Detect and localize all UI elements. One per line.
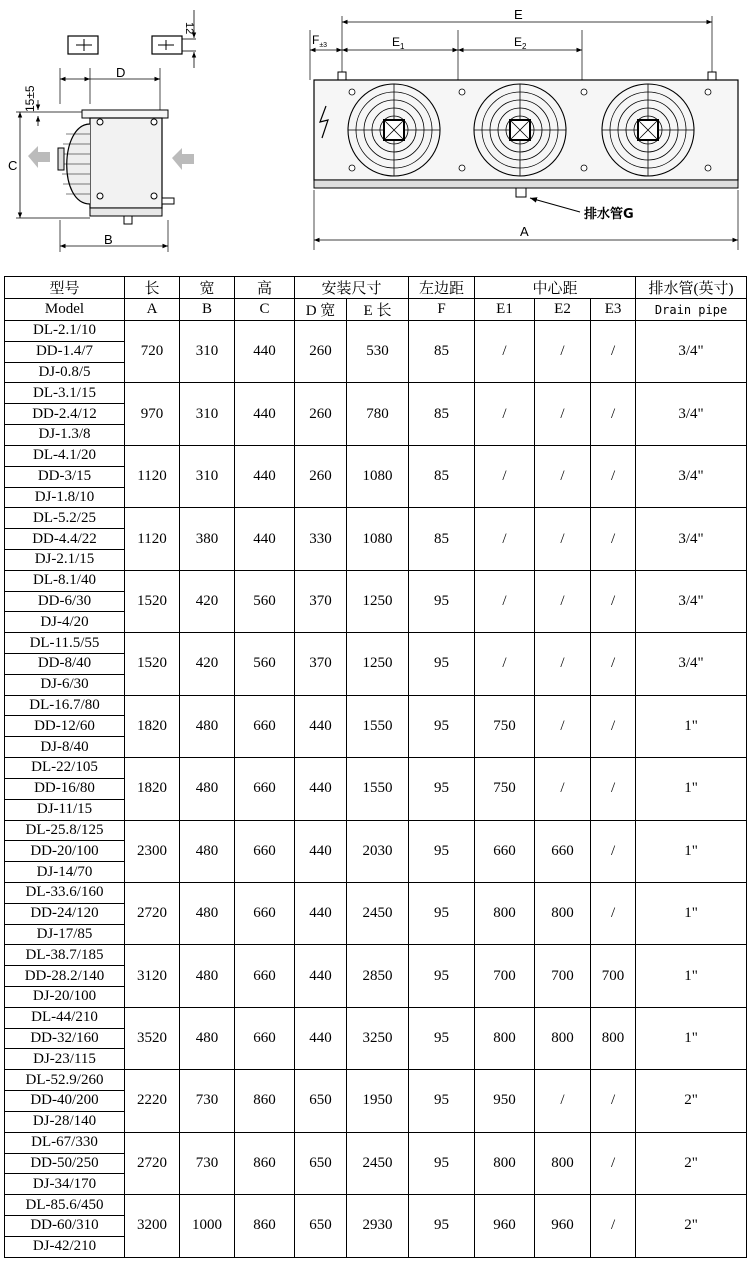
center-e2-cell: / (535, 445, 591, 507)
table-row (5, 1070, 747, 1091)
width-b-cell: 1000 (180, 1195, 235, 1257)
fan-icon (474, 84, 566, 176)
height-c-cell: 860 (235, 1132, 295, 1194)
length-a-cell: 1820 (125, 758, 180, 820)
install-d-cell: 650 (295, 1132, 347, 1194)
center-e3-cell: / (591, 321, 636, 383)
center-e3-cell: / (591, 633, 636, 695)
drain-pipe-cell: 2" (636, 1195, 747, 1257)
model-cell: DL-85.6/450 (5, 1195, 125, 1216)
length-a-cell: 720 (125, 321, 180, 383)
center-e1-cell: 660 (475, 820, 535, 882)
model-cell: DD-40/200 (5, 1091, 125, 1112)
center-e2-cell: / (535, 695, 591, 757)
drain-pipe-cell: 3/4" (636, 445, 747, 507)
length-a-cell: 1120 (125, 445, 180, 507)
offset-label: 15±5 (23, 85, 37, 112)
center-e3-cell: / (591, 820, 636, 882)
length-a-cell: 2300 (125, 820, 180, 882)
model-cell: DD-6/30 (5, 591, 125, 612)
drain-pipe-label: 排水管G (584, 207, 634, 222)
center-e2-cell: 800 (535, 882, 591, 944)
spec-table (4, 276, 747, 1258)
height-c-cell: 660 (235, 1007, 295, 1069)
center-e1-cell: / (475, 445, 535, 507)
center-e3-cell: / (591, 508, 636, 570)
height-c-cell: 440 (235, 383, 295, 445)
table-row (5, 508, 747, 529)
drain-pipe-cell: 3/4" (636, 383, 747, 445)
width-b-cell: 420 (180, 570, 235, 632)
left-f-cell: 95 (409, 758, 475, 820)
install-e-cell: 1080 (347, 445, 409, 507)
left-f-cell: 95 (409, 1195, 475, 1257)
install-d-cell: 370 (295, 633, 347, 695)
install-d-cell: 260 (295, 383, 347, 445)
model-cell: DL-44/210 (5, 1007, 125, 1028)
center-e1-cell: 800 (475, 1007, 535, 1069)
model-cell: DL-4.1/20 (5, 445, 125, 466)
height-c-cell: 560 (235, 633, 295, 695)
header-row (5, 299, 747, 321)
airflow-arrow-icon (172, 148, 194, 170)
model-cell: DD-60/310 (5, 1215, 125, 1236)
drain-pipe-cell: 1" (636, 758, 747, 820)
header-height-cn: 高 (235, 277, 295, 299)
center-e1-cell: / (475, 383, 535, 445)
header-model: Model (5, 299, 125, 321)
install-d-cell: 440 (295, 882, 347, 944)
install-e-cell: 1550 (347, 758, 409, 820)
table-row (5, 570, 747, 591)
center-e1-cell: 750 (475, 758, 535, 820)
c-dimension-label: C (8, 158, 18, 173)
model-cell: DD-4.4/22 (5, 529, 125, 550)
model-cell: DJ-4/20 (5, 612, 125, 633)
table-row (5, 695, 747, 716)
model-cell: DJ-0.8/5 (5, 362, 125, 383)
model-cell: DJ-14/70 (5, 862, 125, 883)
model-cell: DD-16/80 (5, 778, 125, 799)
model-cell: DJ-2.1/15 (5, 549, 125, 570)
table-row (5, 321, 747, 342)
left-f-cell: 85 (409, 321, 475, 383)
left-f-cell: 85 (409, 445, 475, 507)
center-e3-cell: / (591, 1195, 636, 1257)
height-c-cell: 860 (235, 1070, 295, 1132)
width-b-cell: 730 (180, 1070, 235, 1132)
model-cell: DL-25.8/125 (5, 820, 125, 841)
model-cell: DL-3.1/15 (5, 383, 125, 404)
center-e2-cell: 700 (535, 945, 591, 1007)
length-a-cell: 2220 (125, 1070, 180, 1132)
model-cell: DJ-8/40 (5, 737, 125, 758)
center-e1-cell: / (475, 508, 535, 570)
left-f-cell: 95 (409, 633, 475, 695)
length-a-cell: 1120 (125, 508, 180, 570)
drain-pipe-cell: 1" (636, 1007, 747, 1069)
length-a-cell: 2720 (125, 1132, 180, 1194)
center-e3-cell: / (591, 1132, 636, 1194)
table-row (5, 882, 747, 903)
model-cell: DD-50/250 (5, 1153, 125, 1174)
height-c-cell: 660 (235, 695, 295, 757)
install-e-cell: 1250 (347, 633, 409, 695)
left-f-cell: 95 (409, 945, 475, 1007)
center-e2-cell: / (535, 508, 591, 570)
model-cell: DJ-23/115 (5, 1049, 125, 1070)
header-e1: E1 (475, 299, 535, 321)
e-dimension-label: E (514, 7, 523, 22)
model-cell: DD-3/15 (5, 466, 125, 487)
model-cell: DJ-28/140 (5, 1111, 125, 1132)
mount-bracket-icon (152, 10, 196, 68)
model-cell: DL-11.5/55 (5, 633, 125, 654)
table-row (5, 945, 747, 966)
width-b-cell: 310 (180, 445, 235, 507)
table-row (5, 1007, 747, 1028)
header-row (5, 277, 747, 299)
length-a-cell: 3120 (125, 945, 180, 1007)
model-cell: DJ-17/85 (5, 924, 125, 945)
center-e1-cell: 800 (475, 882, 535, 944)
left-f-cell: 95 (409, 1132, 475, 1194)
install-d-cell: 650 (295, 1195, 347, 1257)
model-cell: DD-28.2/140 (5, 966, 125, 987)
drain-pipe-cell: 3/4" (636, 570, 747, 632)
install-d-cell: 440 (295, 945, 347, 1007)
height-c-cell: 560 (235, 570, 295, 632)
center-e1-cell: 800 (475, 1132, 535, 1194)
install-e-cell: 1080 (347, 508, 409, 570)
length-a-cell: 3520 (125, 1007, 180, 1069)
model-cell: DD-20/100 (5, 841, 125, 862)
height-c-cell: 440 (235, 321, 295, 383)
drain-pipe-cell: 1" (636, 945, 747, 1007)
e2-dimension-label: $E_2$ (514, 35, 527, 51)
center-e3-cell: / (591, 695, 636, 757)
length-a-cell: 3200 (125, 1195, 180, 1257)
drain-pipe-cell: 2" (636, 1132, 747, 1194)
center-e3-cell: / (591, 1070, 636, 1132)
left-f-cell: 95 (409, 882, 475, 944)
height-c-cell: 660 (235, 820, 295, 882)
model-cell: DD-1.4/7 (5, 341, 125, 362)
center-e3-cell: 800 (591, 1007, 636, 1069)
center-e2-cell: 800 (535, 1132, 591, 1194)
table-row (5, 633, 747, 654)
model-cell: DD-12/60 (5, 716, 125, 737)
spec-table-body (5, 321, 747, 1258)
height-c-cell: 860 (235, 1195, 295, 1257)
e1-dimension-label: $E_1$ (392, 35, 405, 51)
width-b-cell: 420 (180, 633, 235, 695)
install-e-cell: 2930 (347, 1195, 409, 1257)
left-f-cell: 95 (409, 1007, 475, 1069)
fan-icon (602, 84, 694, 176)
drain-pipe-cell: 3/4" (636, 321, 747, 383)
model-cell: DL-2.1/10 (5, 321, 125, 342)
length-a-cell: 2720 (125, 882, 180, 944)
center-e2-cell: / (535, 570, 591, 632)
height-c-cell: 660 (235, 945, 295, 1007)
install-e-cell: 530 (347, 321, 409, 383)
install-d-cell: 440 (295, 820, 347, 882)
length-a-cell: 970 (125, 383, 180, 445)
height-c-cell: 440 (235, 508, 295, 570)
center-e2-cell: / (535, 633, 591, 695)
install-d-cell: 650 (295, 1070, 347, 1132)
center-e3-cell: / (591, 445, 636, 507)
b-dimension-label: B (104, 232, 113, 247)
center-e1-cell: 700 (475, 945, 535, 1007)
center-e1-cell: 960 (475, 1195, 535, 1257)
install-e-cell: 1250 (347, 570, 409, 632)
header-e3: E3 (591, 299, 636, 321)
center-e1-cell: 750 (475, 695, 535, 757)
width-b-cell: 480 (180, 758, 235, 820)
left-f-cell: 95 (409, 1070, 475, 1132)
model-cell: DL-67/330 (5, 1132, 125, 1153)
drain-pipe-cell: 1" (636, 820, 747, 882)
table-row (5, 1132, 747, 1153)
length-a-cell: 1520 (125, 570, 180, 632)
install-e-cell: 1950 (347, 1070, 409, 1132)
drain-pipe-cell: 2" (636, 1070, 747, 1132)
side-view (8, 10, 196, 252)
header-center-distance-cn: 中心距 (475, 277, 636, 299)
f-dimension-label: $F_{\pm 3}$ (312, 33, 328, 49)
model-cell: DD-2.4/12 (5, 404, 125, 425)
left-f-cell: 95 (409, 820, 475, 882)
table-row (5, 1195, 747, 1216)
center-e3-cell: 700 (591, 945, 636, 1007)
model-cell: DL-16.7/80 (5, 695, 125, 716)
technical-drawing (0, 0, 750, 262)
model-cell: DD-8/40 (5, 654, 125, 675)
install-e-cell: 2030 (347, 820, 409, 882)
header-c: C (235, 299, 295, 321)
height-c-cell: 440 (235, 445, 295, 507)
fan-icon (348, 84, 440, 176)
height-c-cell: 660 (235, 882, 295, 944)
center-e2-cell: 960 (535, 1195, 591, 1257)
width-b-cell: 480 (180, 820, 235, 882)
install-e-cell: 2450 (347, 1132, 409, 1194)
center-e3-cell: / (591, 758, 636, 820)
header-drain-cn: 排水管(英寸) (636, 277, 747, 299)
front-view (310, 7, 738, 250)
width-b-cell: 480 (180, 882, 235, 944)
install-d-cell: 260 (295, 321, 347, 383)
width-b-cell: 480 (180, 695, 235, 757)
width-b-cell: 480 (180, 945, 235, 1007)
install-e-cell: 1550 (347, 695, 409, 757)
width-b-cell: 480 (180, 1007, 235, 1069)
center-e2-cell: / (535, 1070, 591, 1132)
install-d-cell: 440 (295, 758, 347, 820)
center-e3-cell: / (591, 383, 636, 445)
drain-pipe-cell: 1" (636, 695, 747, 757)
model-cell: DL-8.1/40 (5, 570, 125, 591)
install-e-cell: 3250 (347, 1007, 409, 1069)
header-drain: Drain pipe (636, 299, 747, 321)
center-e3-cell: / (591, 570, 636, 632)
install-d-cell: 330 (295, 508, 347, 570)
model-cell: DD-24/120 (5, 903, 125, 924)
header-e2: E2 (535, 299, 591, 321)
header-e: E 长 (347, 299, 409, 321)
width-b-cell: 730 (180, 1132, 235, 1194)
header-b: B (180, 299, 235, 321)
center-e1-cell: 950 (475, 1070, 535, 1132)
left-f-cell: 85 (409, 383, 475, 445)
center-e3-cell: / (591, 882, 636, 944)
header-d: D 宽 (295, 299, 347, 321)
header-install-size-cn: 安装尺寸 (295, 277, 409, 299)
airflow-arrow-icon (28, 146, 50, 168)
center-e2-cell: 660 (535, 820, 591, 882)
table-row (5, 820, 747, 841)
length-a-cell: 1820 (125, 695, 180, 757)
install-d-cell: 260 (295, 445, 347, 507)
model-cell: DJ-1.3/8 (5, 425, 125, 446)
install-d-cell: 440 (295, 1007, 347, 1069)
left-f-cell: 85 (409, 508, 475, 570)
height-c-cell: 660 (235, 758, 295, 820)
model-cell: DJ-1.8/10 (5, 487, 125, 508)
install-e-cell: 2450 (347, 882, 409, 944)
model-cell: DL-22/105 (5, 758, 125, 779)
center-e1-cell: / (475, 633, 535, 695)
width-b-cell: 310 (180, 383, 235, 445)
drain-pipe-cell: 1" (636, 882, 747, 944)
header-model-cn: 型号 (5, 277, 125, 299)
model-cell: DJ-6/30 (5, 674, 125, 695)
width-b-cell: 310 (180, 321, 235, 383)
d-dimension-label: D (116, 65, 126, 80)
model-cell: DL-52.9/260 (5, 1070, 125, 1091)
table-row (5, 383, 747, 404)
header-f: F (409, 299, 475, 321)
thickness-label: 12 (183, 22, 195, 35)
center-e1-cell: / (475, 321, 535, 383)
header-width-cn: 宽 (180, 277, 235, 299)
width-b-cell: 380 (180, 508, 235, 570)
install-d-cell: 440 (295, 695, 347, 757)
model-cell: DL-5.2/25 (5, 508, 125, 529)
header-length-cn: 长 (125, 277, 180, 299)
a-dimension-label: A (520, 224, 529, 239)
drain-pipe-cell: 3/4" (636, 508, 747, 570)
table-row (5, 445, 747, 466)
model-cell: DJ-11/15 (5, 799, 125, 820)
model-cell: DJ-34/170 (5, 1174, 125, 1195)
left-f-cell: 95 (409, 695, 475, 757)
header-left-margin-cn: 左边距 (409, 277, 475, 299)
center-e2-cell: 800 (535, 1007, 591, 1069)
model-cell: DD-32/160 (5, 1028, 125, 1049)
table-row (5, 758, 747, 779)
center-e2-cell: / (535, 321, 591, 383)
model-cell: DL-38.7/185 (5, 945, 125, 966)
model-cell: DJ-20/100 (5, 987, 125, 1008)
install-e-cell: 2850 (347, 945, 409, 1007)
left-f-cell: 95 (409, 570, 475, 632)
mount-bracket-icon (68, 36, 98, 54)
center-e2-cell: / (535, 383, 591, 445)
model-cell: DJ-42/210 (5, 1236, 125, 1257)
model-cell: DL-33.6/160 (5, 882, 125, 903)
length-a-cell: 1520 (125, 633, 180, 695)
header-a: A (125, 299, 180, 321)
drain-pipe-cell: 3/4" (636, 633, 747, 695)
install-d-cell: 370 (295, 570, 347, 632)
center-e2-cell: / (535, 758, 591, 820)
install-e-cell: 780 (347, 383, 409, 445)
center-e1-cell: / (475, 570, 535, 632)
